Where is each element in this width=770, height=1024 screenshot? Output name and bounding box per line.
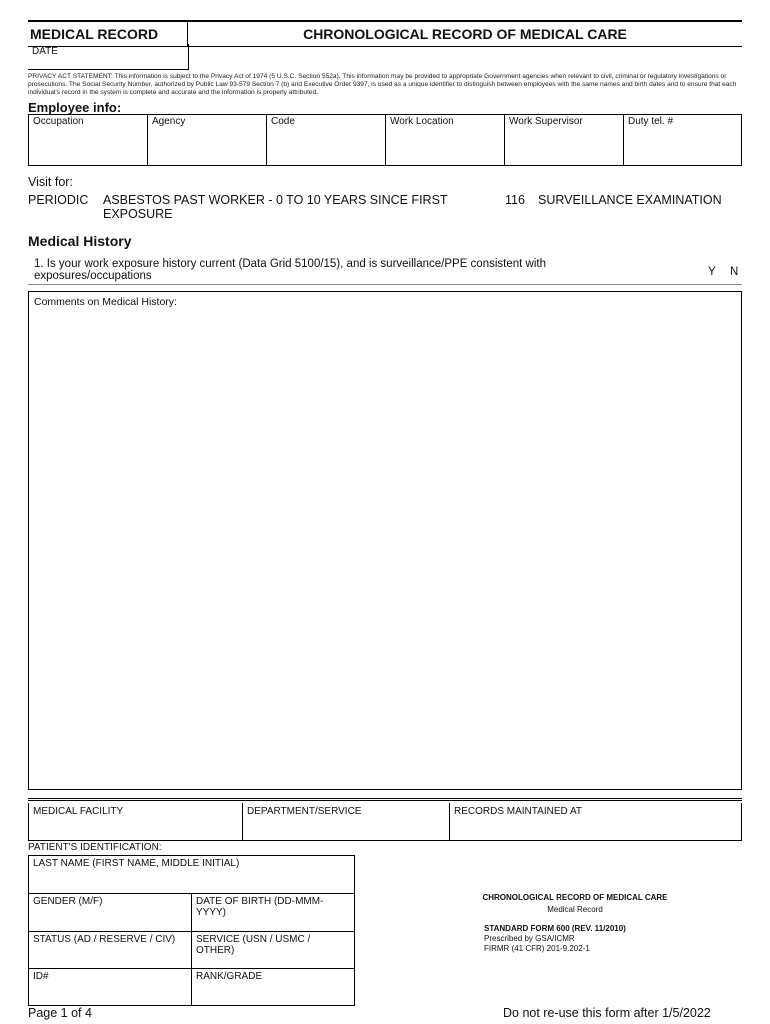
work-supervisor-label: Work Supervisor	[509, 116, 583, 127]
last-name-label: LAST NAME (FIRST NAME, MIDDLE INITIAL)	[33, 858, 240, 869]
sf-subtitle: Medical Record	[547, 905, 603, 914]
work-location-field[interactable]	[386, 115, 505, 165]
work-supervisor-field[interactable]	[505, 115, 624, 165]
privacy-statement: PRIVACY ACT STATEMENT: This information is subject to the Privacy Act of 1974 (5 U.S.C. Section 552a). This information may be provided to appropriate Government agencies when relevant to civil, criminal or regulatory investigations or prosecutions. The Social Security Number, authorized by Public Law 93-579 Section 7 (b) and Executive Order 9397, is used as a unique identifier to distinguish between employees with the same names and birth dates and to ensure that each individual's record in the system is complete and accurate and the information is properly attributed.	[28, 73, 737, 96]
sf-form-number: STANDARD FORM 600 (REV. 11/2010)	[484, 924, 626, 933]
status-label: STATUS (AD / RESERVE / CIV)	[33, 934, 176, 945]
visit-code: 116	[505, 193, 525, 207]
gender-field[interactable]	[29, 894, 192, 931]
page-number: Page 1 of 4	[28, 1006, 92, 1020]
date-label: DATE	[32, 46, 58, 57]
status-service-row	[29, 932, 354, 969]
header-left-title: MEDICAL RECORD	[28, 22, 188, 46]
gender-dob-row	[29, 894, 354, 932]
facility-divider	[28, 798, 742, 801]
patient-id-box	[28, 855, 355, 1006]
status-field[interactable]	[29, 932, 192, 968]
medical-facility-label: MEDICAL FACILITY	[33, 806, 124, 817]
question-1-text: 1. Is your work exposure history current (Data Grid 5100/15), and is surveillance/PPE consistent with exposures/occupations	[34, 258, 546, 282]
code-field[interactable]	[267, 115, 386, 165]
visit-label: Visit for:	[28, 175, 73, 189]
last-name-field[interactable]	[29, 856, 354, 894]
comments-box[interactable]	[28, 291, 742, 790]
comments-label: Comments on Medical History:	[34, 296, 177, 308]
header-right-title: CHRONOLOGICAL RECORD OF MEDICAL CARE	[303, 26, 627, 42]
department-service-field[interactable]	[243, 803, 450, 840]
occupation-field[interactable]	[29, 115, 148, 165]
agency-field[interactable]	[148, 115, 267, 165]
answer-yes[interactable]: Y	[708, 266, 716, 278]
rank-field[interactable]	[192, 969, 354, 1005]
id-label: ID#	[33, 971, 49, 982]
id-field[interactable]	[29, 969, 192, 1005]
records-maintained-label: RECORDS MAINTAINED AT	[454, 806, 582, 817]
code-label: Code	[271, 116, 295, 127]
visit-exam: SURVEILLANCE EXAMINATION	[538, 193, 722, 207]
question-1	[28, 258, 742, 285]
medical-facility-field[interactable]	[29, 803, 243, 840]
visit-type: PERIODIC	[28, 193, 89, 207]
standard-form-block	[440, 893, 710, 953]
sf-title: CHRONOLOGICAL RECORD OF MEDICAL CARE	[482, 893, 668, 902]
occupation-label: Occupation	[33, 116, 84, 127]
visit-description: ASBESTOS PAST WORKER - 0 TO 10 YEARS SINCE FIRST EXPOSURE	[103, 193, 448, 221]
date-field[interactable]	[28, 44, 189, 70]
id-rank-row	[29, 969, 354, 1005]
dob-label: DATE OF BIRTH (DD-MMM-YYYY)	[196, 896, 324, 918]
rank-label: RANK/GRADE	[196, 971, 263, 982]
gender-label: GENDER (M/F)	[33, 896, 103, 907]
sf-firmr: FIRMR (41 CFR) 201-9.202-1	[484, 944, 590, 953]
employee-info-table	[28, 114, 742, 166]
department-service-label: DEPARTMENT/SERVICE	[247, 806, 362, 817]
duty-tel-field[interactable]	[624, 115, 741, 165]
patient-id-label: PATIENT'S IDENTIFICATION:	[28, 842, 162, 853]
dob-field[interactable]	[192, 894, 354, 931]
duty-tel-label: Duty tel. #	[628, 116, 674, 127]
service-field[interactable]	[192, 932, 354, 968]
service-label: SERVICE (USN / USMC / OTHER)	[196, 934, 311, 956]
form-header	[28, 20, 742, 47]
answer-no[interactable]: N	[730, 266, 739, 278]
records-maintained-field[interactable]	[450, 803, 741, 840]
work-location-label: Work Location	[390, 116, 454, 127]
sf-prescribed: Prescribed by GSA/ICMR	[484, 934, 575, 943]
medical-history-title: Medical History	[28, 233, 132, 249]
facility-table	[28, 803, 742, 841]
agency-label: Agency	[152, 116, 186, 127]
reuse-notice: Do not re-use this form after 1/5/2022	[503, 1006, 711, 1020]
employee-info-title: Employee info:	[28, 100, 122, 115]
